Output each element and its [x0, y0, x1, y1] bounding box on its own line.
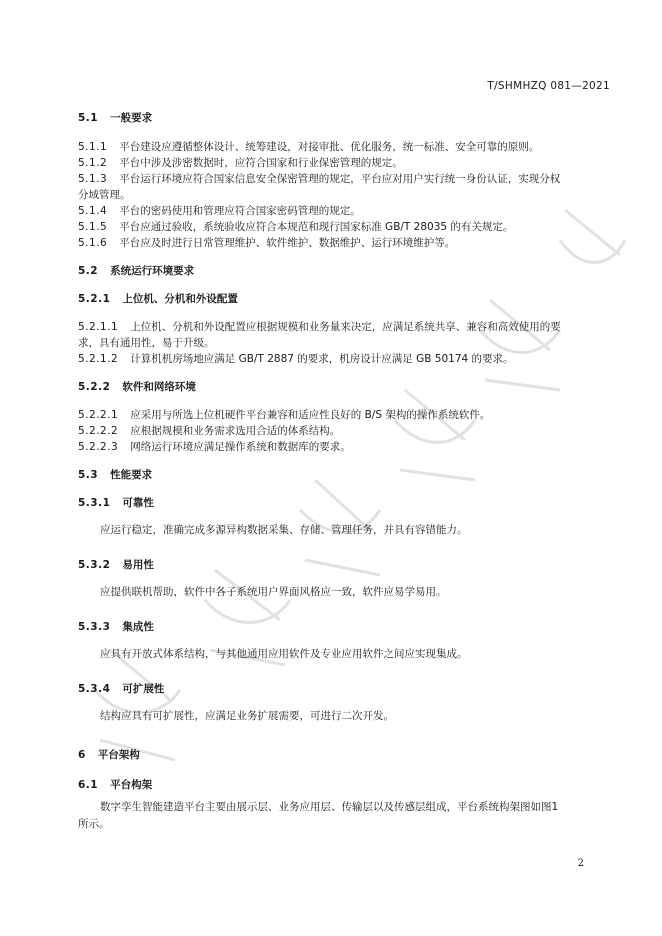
chapter-title: 平台架构: [97, 749, 140, 761]
clause-number: 5.2.1.1: [78, 321, 119, 333]
clause-text: 平台应及时进行日常管理维护、软件维护、数据维护、运行环境维护等。: [119, 237, 456, 249]
clause-number: 5.1.5: [78, 221, 108, 233]
section-heading-5-3-3: [78, 619, 608, 635]
clause-text: 应采用与所选上位机硬件平台兼容和适应性良好的 B/S 架构的操作系统软件。: [130, 409, 491, 421]
section-number: 5.3: [78, 469, 99, 481]
clause-text: 平台应通过验收，系统验收应符合本规范和现行国家标准 GB/T 28035 的有关规定。: [119, 221, 514, 233]
section-number: 5.2.2: [78, 381, 111, 393]
clause-5-1-6: [78, 235, 608, 251]
section-heading-6-1: [78, 777, 608, 793]
section-heading-5-3-4: [78, 681, 608, 697]
clause-5-2-2-1: [78, 407, 608, 423]
section-heading-5-2-1: [78, 291, 608, 307]
clause-text: 平台的密码使用和管理应符合国家密码管理的规定。: [119, 205, 361, 217]
paragraph-usability: 应提供联机帮助，软件中各子系统用户界面风格应一致，软件应易学易用。: [100, 586, 447, 598]
clause-number: 5.1.6: [78, 237, 108, 249]
clause-5-1-3-continued: 分域管理。: [78, 189, 131, 201]
paragraph-platform-architecture-continued: 所示。: [78, 818, 110, 830]
section-number: 5.1: [78, 112, 99, 124]
page-number: 2: [577, 858, 584, 869]
section-heading-5-1: [78, 110, 608, 126]
clause-text: 网络运行环境应满足操作系统和数据库的要求。: [130, 441, 351, 453]
clause-5-1-1: [78, 139, 608, 155]
section-number: 5.3.3: [78, 621, 111, 633]
document-body: [78, 110, 608, 833]
clause-5-2-2-2: [78, 423, 608, 439]
clause-number: 5.1.2: [78, 157, 108, 169]
section-number: 5.2: [78, 265, 99, 277]
section-title: 性能要求: [110, 469, 153, 481]
clause-5-2-1-1: [78, 319, 608, 335]
section-title: 上位机、分机和外设配置: [122, 293, 238, 305]
section-title: 系统运行环境要求: [110, 265, 195, 277]
section-number: 5.3.4: [78, 683, 111, 695]
section-title: 一般要求: [110, 112, 153, 124]
section-title: 软件和网络环境: [122, 381, 196, 393]
clause-number: 5.1.4: [78, 205, 108, 217]
section-heading-5-3-2: [78, 557, 608, 573]
paragraph-extensibility: 结构应具有可扩展性，应满足业务扩展需要，可进行二次开发。: [100, 710, 394, 722]
clause-5-2-2-3: [78, 439, 608, 455]
section-title: 可靠性: [122, 497, 154, 509]
section-number: 5.3.2: [78, 559, 111, 571]
clause-number: 5.2.2.2: [78, 425, 119, 437]
section-title: 集成性: [122, 621, 154, 633]
paragraph-reliability: 应运行稳定，准确完成多源异构数据采集、存储、管理任务，并具有容错能力。: [100, 524, 468, 536]
clause-number: 5.1.3: [78, 173, 108, 185]
clause-text: 平台运行环境应符合国家信息安全保密管理的规定，平台应对用户实行统一身份认证，实现分权: [119, 173, 561, 185]
section-number: 5.2.1: [78, 293, 111, 305]
chapter-number: 6: [78, 749, 86, 761]
document-code: T/SHMHZQ 081—2021: [487, 80, 610, 92]
clause-5-1-4: [78, 203, 608, 219]
clause-text: 应根据规模和业务需求选用合适的体系结构。: [130, 425, 341, 437]
clause-text: 平台建设应遵循整体设计、统筹建设，对接审批、优化服务，统一标准、安全可靠的原则。: [119, 141, 540, 153]
section-heading-5-2-2: [78, 379, 608, 395]
clause-text: 平台中涉及涉密数据时，应符合国家和行业保密管理的规定。: [119, 157, 403, 169]
clause-5-2-1-1-continued: 求，具有通用性，易于升级。: [78, 337, 215, 349]
section-title: 可扩展性: [122, 683, 165, 695]
clause-5-1-2: [78, 155, 608, 171]
clause-text: 上位机、分机和外设配置应根据规模和业务量来决定，应满足系统共享、兼容和高效使用的要: [130, 321, 561, 333]
section-heading-5-3: [78, 467, 608, 483]
chapter-heading-6: [78, 747, 608, 763]
clause-5-1-3: [78, 171, 608, 187]
section-number: 6.1: [78, 779, 99, 791]
clause-number: 5.2.2.3: [78, 441, 119, 453]
clause-text: 计算机机房场地应满足 GB/T 2887 的要求，机房设计应满足 GB 50174 的要求。: [130, 353, 514, 365]
clause-number: 5.2.1.2: [78, 353, 119, 365]
section-title: 平台构架: [110, 779, 153, 791]
clause-5-1-5: [78, 219, 608, 235]
clause-number: 5.2.2.1: [78, 409, 119, 421]
paragraph-integration: 应具有开放式体系结构，与其他通用应用软件及专业应用软件之间应实现集成。: [100, 648, 468, 660]
section-number: 5.3.1: [78, 497, 111, 509]
paragraph-platform-architecture: 数字孪生智能建造平台主要由展示层、业务应用层、传输层以及传感层组成，平台系统构架图如图1: [100, 801, 559, 813]
clause-number: 5.1.1: [78, 141, 108, 153]
clause-5-2-1-2: [78, 351, 608, 367]
section-heading-5-3-1: [78, 495, 608, 511]
section-title: 易用性: [122, 559, 154, 571]
section-heading-5-2: [78, 263, 608, 279]
